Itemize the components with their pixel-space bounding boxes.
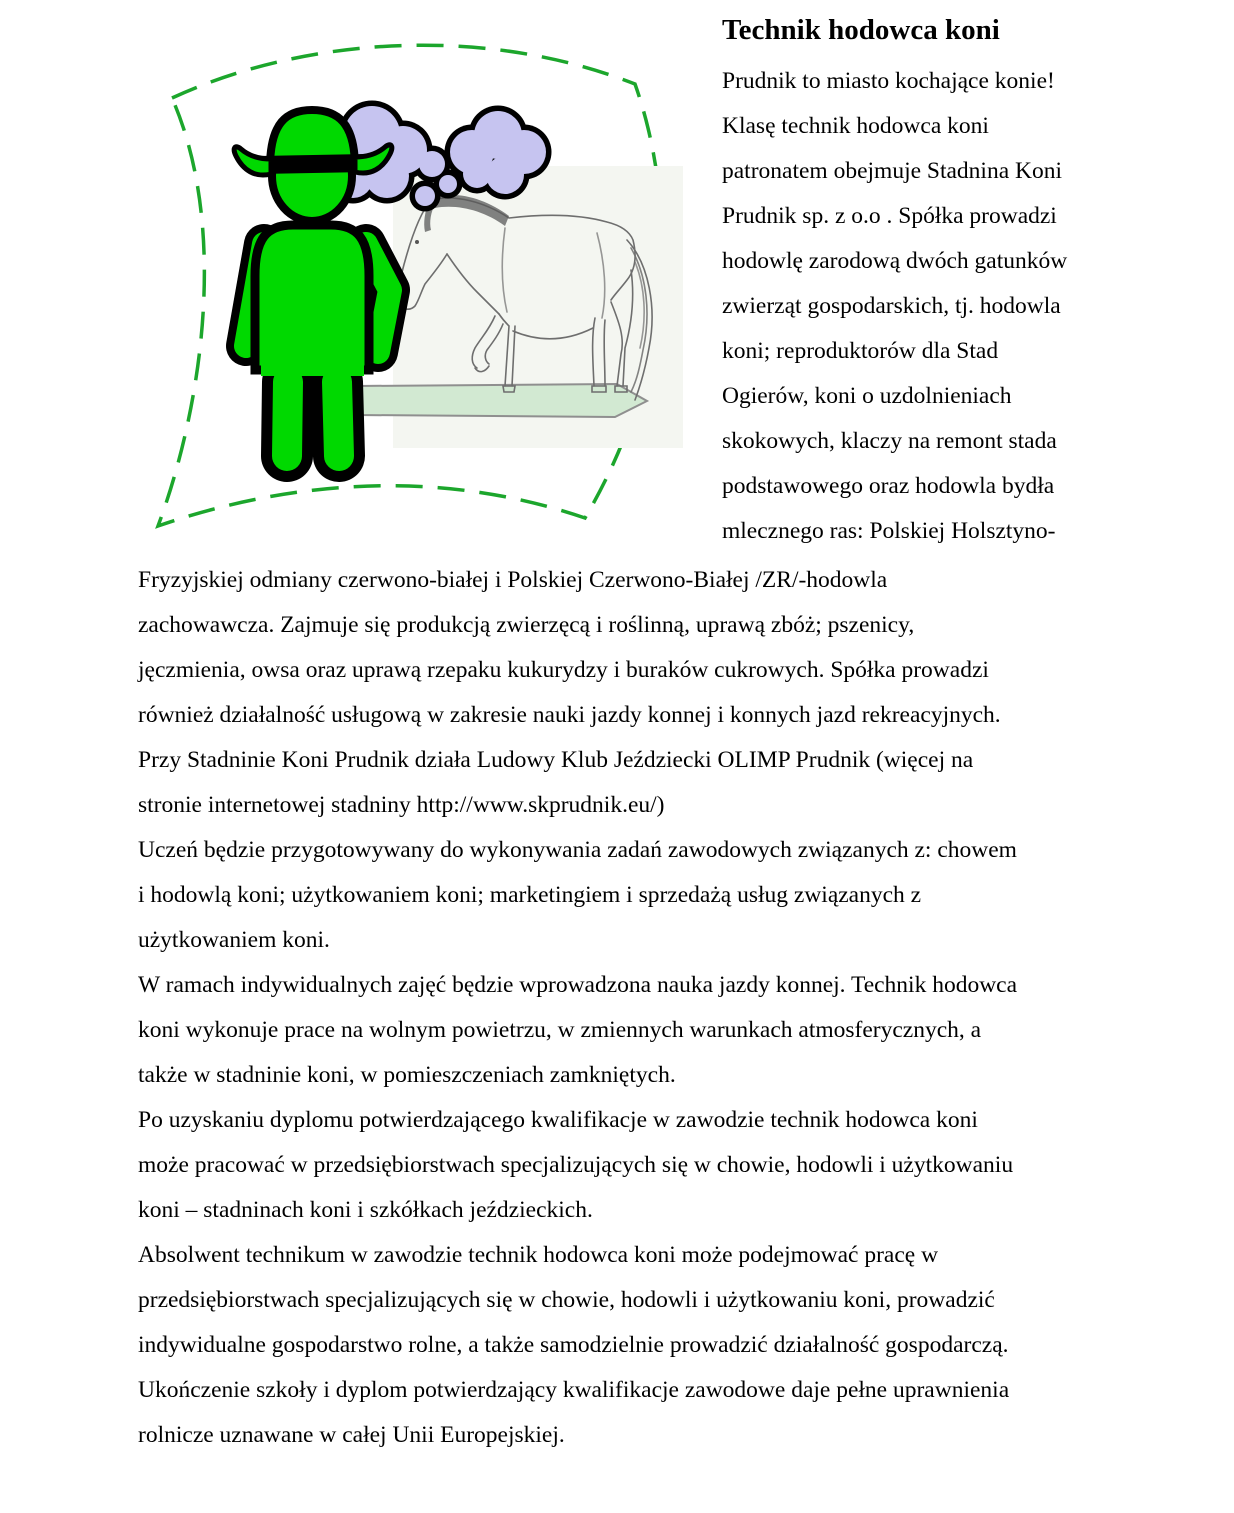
text-line: hodowlę zarodową dwóch gatunków	[722, 248, 1068, 274]
text-line: zwierząt gospodarskich, tj. hodowla	[722, 293, 1061, 319]
farmer-and-horse-clipart	[57, 18, 692, 563]
text-line: Fryzyjskiej odmiany czerwono-białej i Polskiej Czerwono-Białej /ZR/-hodowla	[138, 567, 888, 593]
text-line: i hodowlą koni; użytkowaniem koni; marketingiem i sprzedażą usług związanych z	[138, 882, 922, 908]
text-line: Po uzyskaniu dyplomu potwierdzającego kwalifikacje w zawodzie technik hodowca koni	[138, 1107, 978, 1133]
text-line: indywidualne gospodarstwo rolne, a także samodzielnie prowadzić działalność gospodarczą.	[138, 1332, 1009, 1358]
text-line: Prudnik to miasto kochające konie!	[722, 68, 1055, 94]
page-title: Technik hodowca koni	[722, 14, 1000, 46]
text-line: Ogierów, koni o uzdolnieniach	[722, 383, 1012, 409]
text-line: użytkowaniem koni.	[138, 927, 330, 953]
body-text	[138, 558, 1208, 1458]
text-line: może pracować w przedsiębiorstwach specjalizujących się w chowie, hodowli i użytkowaniu	[138, 1152, 1014, 1178]
text-line: także w stadninie koni, w pomieszczeniach zamkniętych.	[138, 1062, 676, 1088]
text-line: przedsiębiorstwach specjalizujących się w chowie, hodowli i użytkowaniu koni, prowadzić	[138, 1287, 995, 1313]
text-line: podstawowego oraz hodowla bydła	[722, 473, 1055, 499]
text-line: koni wykonuje prace na wolnym powietrzu, w zmiennych warunkach atmosferycznych, a	[138, 1017, 982, 1043]
figure-illustration	[57, 18, 692, 563]
text-line: stronie internetowej stadniny http://www.skprudnik.eu/)	[138, 792, 665, 818]
text-line: Uczeń będzie przygotowywany do wykonywania zadań zawodowych związanych z: chowem	[138, 837, 1017, 863]
text-line: Ukończenie szkoły i dyplom potwierdzający kwalifikacje zawodowe daje pełne uprawnienia	[138, 1377, 1010, 1403]
intro-column	[722, 59, 1192, 554]
farmer-torso	[255, 225, 369, 370]
text-line: koni; reproduktorów dla Stad	[722, 338, 999, 364]
text-line: rolnicze uznawane w całej Unii Europejskiej.	[138, 1422, 565, 1448]
ground-platform	[357, 384, 647, 417]
text-line: zachowawcza. Zajmuje się produkcją zwierzęcą i roślinną, uprawą zbóż; pszenicy,	[138, 612, 915, 638]
text-line: Absolwent technikum w zawodzie technik hodowca koni może podejmować pracę w	[138, 1242, 939, 1268]
text-line: również działalność usługową w zakresie nauki jazdy konnej i konnych jazd rekreacyjnych.	[138, 702, 1001, 728]
text-line: mlecznego ras: Polskiej Holsztyno-	[722, 518, 1056, 544]
text-line: patronatem obejmuje Stadnina Koni	[722, 158, 1063, 184]
text-line: Klasę technik hodowca koni	[722, 113, 989, 139]
text-line: W ramach indywidualnych zajęć będzie wprowadzona nauka jazdy konnej. Technik hodowca	[138, 972, 1018, 998]
text-line: skokowych, klaczy na remont stada	[722, 428, 1057, 454]
text-line: Przy Stadninie Koni Prudnik działa Ludowy Klub Jeździecki OLIMP Prudnik (więcej na	[138, 747, 974, 773]
text-line: Prudnik sp. z o.o . Spółka prowadzi	[722, 203, 1057, 229]
text-line: jęczmienia, owsa oraz uprawą rzepaku kukurydzy i buraków cukrowych. Spółka prowadzi	[138, 657, 989, 683]
text-line: koni – stadninach koni i szkółkach jeździeckich.	[138, 1197, 593, 1223]
